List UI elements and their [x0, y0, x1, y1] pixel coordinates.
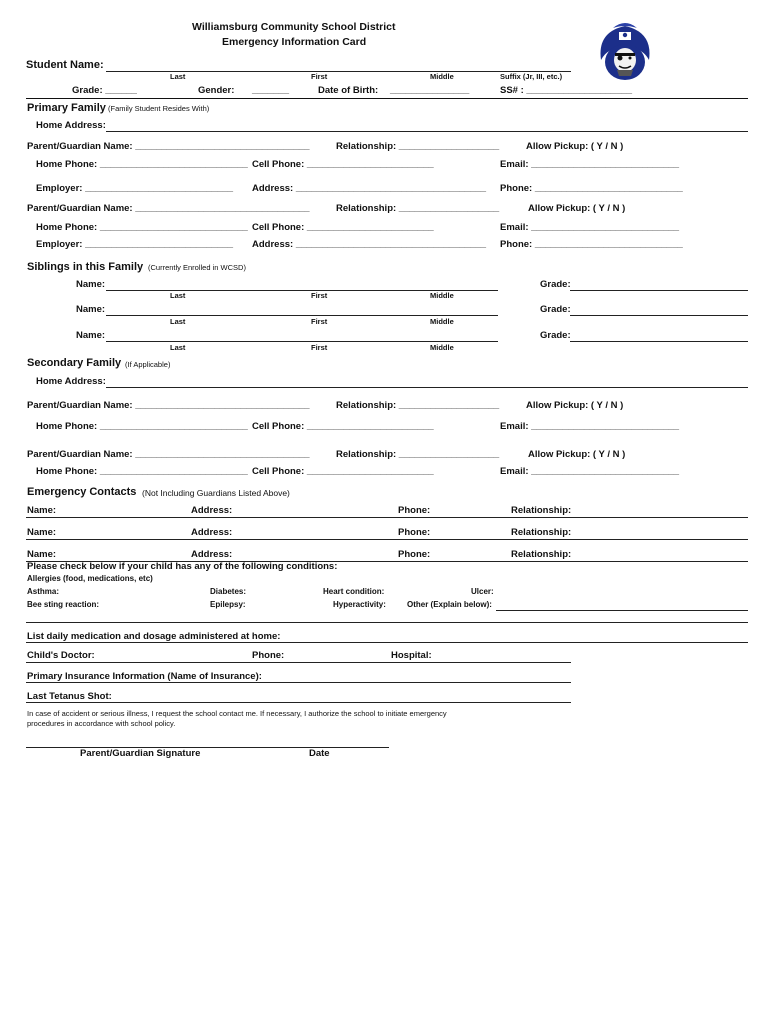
consent-text-line1: In case of accident or serious illness, I request the school contact me. If necessary, I authorize the school to initiate emergency: [27, 709, 447, 718]
signature-label: Parent/Guardian Signature: [80, 748, 201, 759]
secondary-guardian1-pickup[interactable]: Allow Pickup: ( Y / N ): [526, 400, 624, 411]
siblings-title: Siblings in this Family: [27, 261, 144, 273]
secondary-guardian1-home-phone[interactable]: Home Phone: ____________________________: [36, 421, 248, 432]
primary-guardian1-home-phone[interactable]: Home Phone: ____________________________: [36, 159, 248, 170]
ec1-phone-label: Phone:: [398, 505, 431, 516]
sublabel-middle: Middle: [430, 343, 454, 352]
secondary-family-note: (If Applicable): [125, 360, 171, 369]
primary-guardian1-relationship[interactable]: Relationship: ___________________: [336, 141, 500, 152]
hospital-label: Hospital:: [391, 650, 432, 661]
ec1-line[interactable]: [26, 517, 748, 518]
primary-guardian1-employer[interactable]: Employer: ____________________________: [36, 183, 234, 194]
secondary-guardian2-home-phone[interactable]: Home Phone: ____________________________: [36, 466, 248, 477]
primary-guardian2-employer-address[interactable]: Address: ____________________________________: [252, 239, 487, 250]
dob-label: Date of Birth:: [318, 85, 379, 96]
sublabel-first: First: [311, 343, 328, 352]
ec1-address-label: Address:: [191, 505, 233, 516]
sibling1-grade-label: Grade:: [540, 279, 571, 290]
pirate-mascot-logo: [595, 20, 655, 84]
sibling1-name-label: Name:: [76, 279, 106, 290]
primary-home-address-line[interactable]: [106, 131, 748, 132]
secondary-guardian2-pickup[interactable]: Allow Pickup: ( Y / N ): [528, 449, 626, 460]
doctor-label: Child's Doctor:: [27, 650, 95, 661]
primary-guardian1-pickup[interactable]: Allow Pickup: ( Y / N ): [526, 141, 624, 152]
ec1-relationship-label: Relationship:: [511, 505, 572, 516]
primary-family-title: Primary Family: [27, 102, 106, 114]
emergency-contacts-title: Emergency Contacts: [27, 486, 137, 498]
primary-guardian1-name[interactable]: Parent/Guardian Name: _________________________________: [27, 141, 310, 152]
sublabel-first: First: [311, 291, 328, 300]
primary-home-address-label: Home Address:: [36, 120, 106, 131]
secondary-guardian1-cell-phone[interactable]: Cell Phone: ________________________: [252, 421, 434, 432]
siblings-note: (Currently Enrolled in WCSD): [148, 263, 246, 272]
medication-label: List daily medication and dosage administered at home:: [27, 631, 281, 642]
primary-guardian2-pickup[interactable]: Allow Pickup: ( Y / N ): [528, 203, 626, 214]
asthma-label[interactable]: Asthma:: [27, 587, 60, 596]
sublabel-middle: Middle: [430, 317, 454, 326]
secondary-family-title: Secondary Family: [27, 357, 122, 369]
sublabel-last: Last: [170, 317, 186, 326]
ec2-relationship-label: Relationship:: [511, 527, 572, 538]
diabetes-label[interactable]: Diabetes:: [210, 587, 247, 596]
conditions-line[interactable]: [26, 622, 748, 623]
primary-guardian1-employer-address[interactable]: Address: ____________________________________: [252, 183, 487, 194]
student-name-label: Student Name:: [26, 59, 104, 71]
primary-guardian2-home-phone[interactable]: Home Phone: ____________________________: [36, 222, 248, 233]
date-label: Date: [309, 748, 330, 759]
ec3-name-label: Name:: [27, 549, 57, 560]
ec2-name-label: Name:: [27, 527, 57, 538]
primary-guardian2-relationship[interactable]: Relationship: ___________________: [336, 203, 500, 214]
medication-line[interactable]: [26, 642, 748, 643]
ec2-phone-label: Phone:: [398, 527, 431, 538]
secondary-guardian2-name[interactable]: Parent/Guardian Name: _________________________________: [27, 449, 310, 460]
sublabel-middle: Middle: [430, 72, 454, 81]
secondary-home-address-label: Home Address:: [36, 376, 106, 387]
sublabel-first: First: [311, 72, 328, 81]
primary-guardian2-employer[interactable]: Employer: ____________________________: [36, 239, 234, 250]
ec2-line[interactable]: [26, 539, 748, 540]
ec3-relationship-label: Relationship:: [511, 549, 572, 560]
dob-field[interactable]: _______________: [390, 85, 470, 96]
ec3-phone-label: Phone:: [398, 549, 431, 560]
sibling2-grade-label: Grade:: [540, 304, 571, 315]
primary-guardian2-name[interactable]: Parent/Guardian Name: _________________________________: [27, 203, 310, 214]
ec2-address-label: Address:: [191, 527, 233, 538]
doctor-line[interactable]: [26, 662, 571, 663]
bee-sting-label[interactable]: Bee sting reaction:: [27, 600, 100, 609]
doctor-phone-label: Phone:: [252, 650, 285, 661]
sibling2-name-line[interactable]: [106, 315, 498, 316]
section-divider: [26, 98, 748, 99]
sublabel-first: First: [311, 317, 328, 326]
sublabel-last: Last: [170, 72, 186, 81]
primary-guardian2-cell-phone[interactable]: Cell Phone: ________________________: [252, 222, 434, 233]
sibling2-name-label: Name:: [76, 304, 106, 315]
consent-text-line2: procedures in accordance with school policy.: [27, 719, 176, 728]
conditions-prompt: Please check below if your child has any of the following conditions:: [27, 561, 338, 572]
secondary-guardian2-email[interactable]: Email: ____________________________: [500, 466, 680, 477]
sublabel-last: Last: [170, 291, 186, 300]
card-title: Emergency Information Card: [222, 36, 367, 48]
epilepsy-label[interactable]: Epilepsy:: [210, 600, 246, 609]
secondary-guardian2-relationship[interactable]: Relationship: ___________________: [336, 449, 500, 460]
ec3-address-label: Address:: [191, 549, 233, 560]
primary-guardian1-email[interactable]: Email: ____________________________: [500, 159, 680, 170]
secondary-guardian1-relationship[interactable]: Relationship: ___________________: [336, 400, 500, 411]
emergency-contacts-note: (Not Including Guardians Listed Above): [142, 488, 290, 498]
primary-family-note: (Family Student Resides With): [108, 104, 210, 113]
gender-field[interactable]: _______: [252, 85, 289, 96]
sibling3-grade-label: Grade:: [540, 330, 571, 341]
secondary-guardian1-name[interactable]: Parent/Guardian Name: _________________________________: [27, 400, 310, 411]
primary-guardian1-employer-phone[interactable]: Phone: ____________________________: [500, 183, 683, 194]
sibling3-name-line[interactable]: [106, 341, 498, 342]
sibling3-name-label: Name:: [76, 330, 106, 341]
allergies-label[interactable]: Allergies (food, medications, etc): [27, 574, 153, 583]
sublabel-suffix: Suffix (Jr, III, etc.): [500, 72, 563, 81]
primary-guardian2-employer-phone[interactable]: Phone: ____________________________: [500, 239, 683, 250]
ssn-field[interactable]: SS# : ____________________: [500, 85, 633, 96]
primary-guardian1-cell-phone[interactable]: Cell Phone: ________________________: [252, 159, 434, 170]
hyperactivity-label[interactable]: Hyperactivity:: [333, 600, 386, 609]
secondary-guardian2-cell-phone[interactable]: Cell Phone: ________________________: [252, 466, 434, 477]
other-condition-label[interactable]: Other (Explain below):: [407, 600, 492, 609]
insurance-label: Primary Insurance Information (Name of Insurance):: [27, 671, 262, 682]
district-title: Williamsburg Community School District: [192, 21, 396, 33]
ec1-name-label: Name:: [27, 505, 57, 516]
gender-label: Gender:: [198, 85, 235, 96]
sublabel-middle: Middle: [430, 291, 454, 300]
secondary-guardian1-email[interactable]: Email: ____________________________: [500, 421, 680, 432]
heart-condition-label[interactable]: Heart condition:: [323, 587, 385, 596]
tetanus-label: Last Tetanus Shot:: [27, 691, 112, 702]
sibling1-grade-line[interactable]: [570, 290, 748, 291]
other-explain-line[interactable]: [496, 610, 748, 611]
grade-field[interactable]: Grade: ______: [72, 85, 137, 96]
sibling2-grade-line[interactable]: [570, 315, 748, 316]
secondary-home-address-line[interactable]: [106, 387, 748, 388]
sibling3-grade-line[interactable]: [570, 341, 748, 342]
ulcer-label[interactable]: Ulcer:: [471, 587, 494, 596]
primary-guardian2-email[interactable]: Email: ____________________________: [500, 222, 680, 233]
insurance-line[interactable]: [26, 682, 571, 683]
sublabel-last: Last: [170, 343, 186, 352]
tetanus-line[interactable]: [26, 702, 571, 703]
